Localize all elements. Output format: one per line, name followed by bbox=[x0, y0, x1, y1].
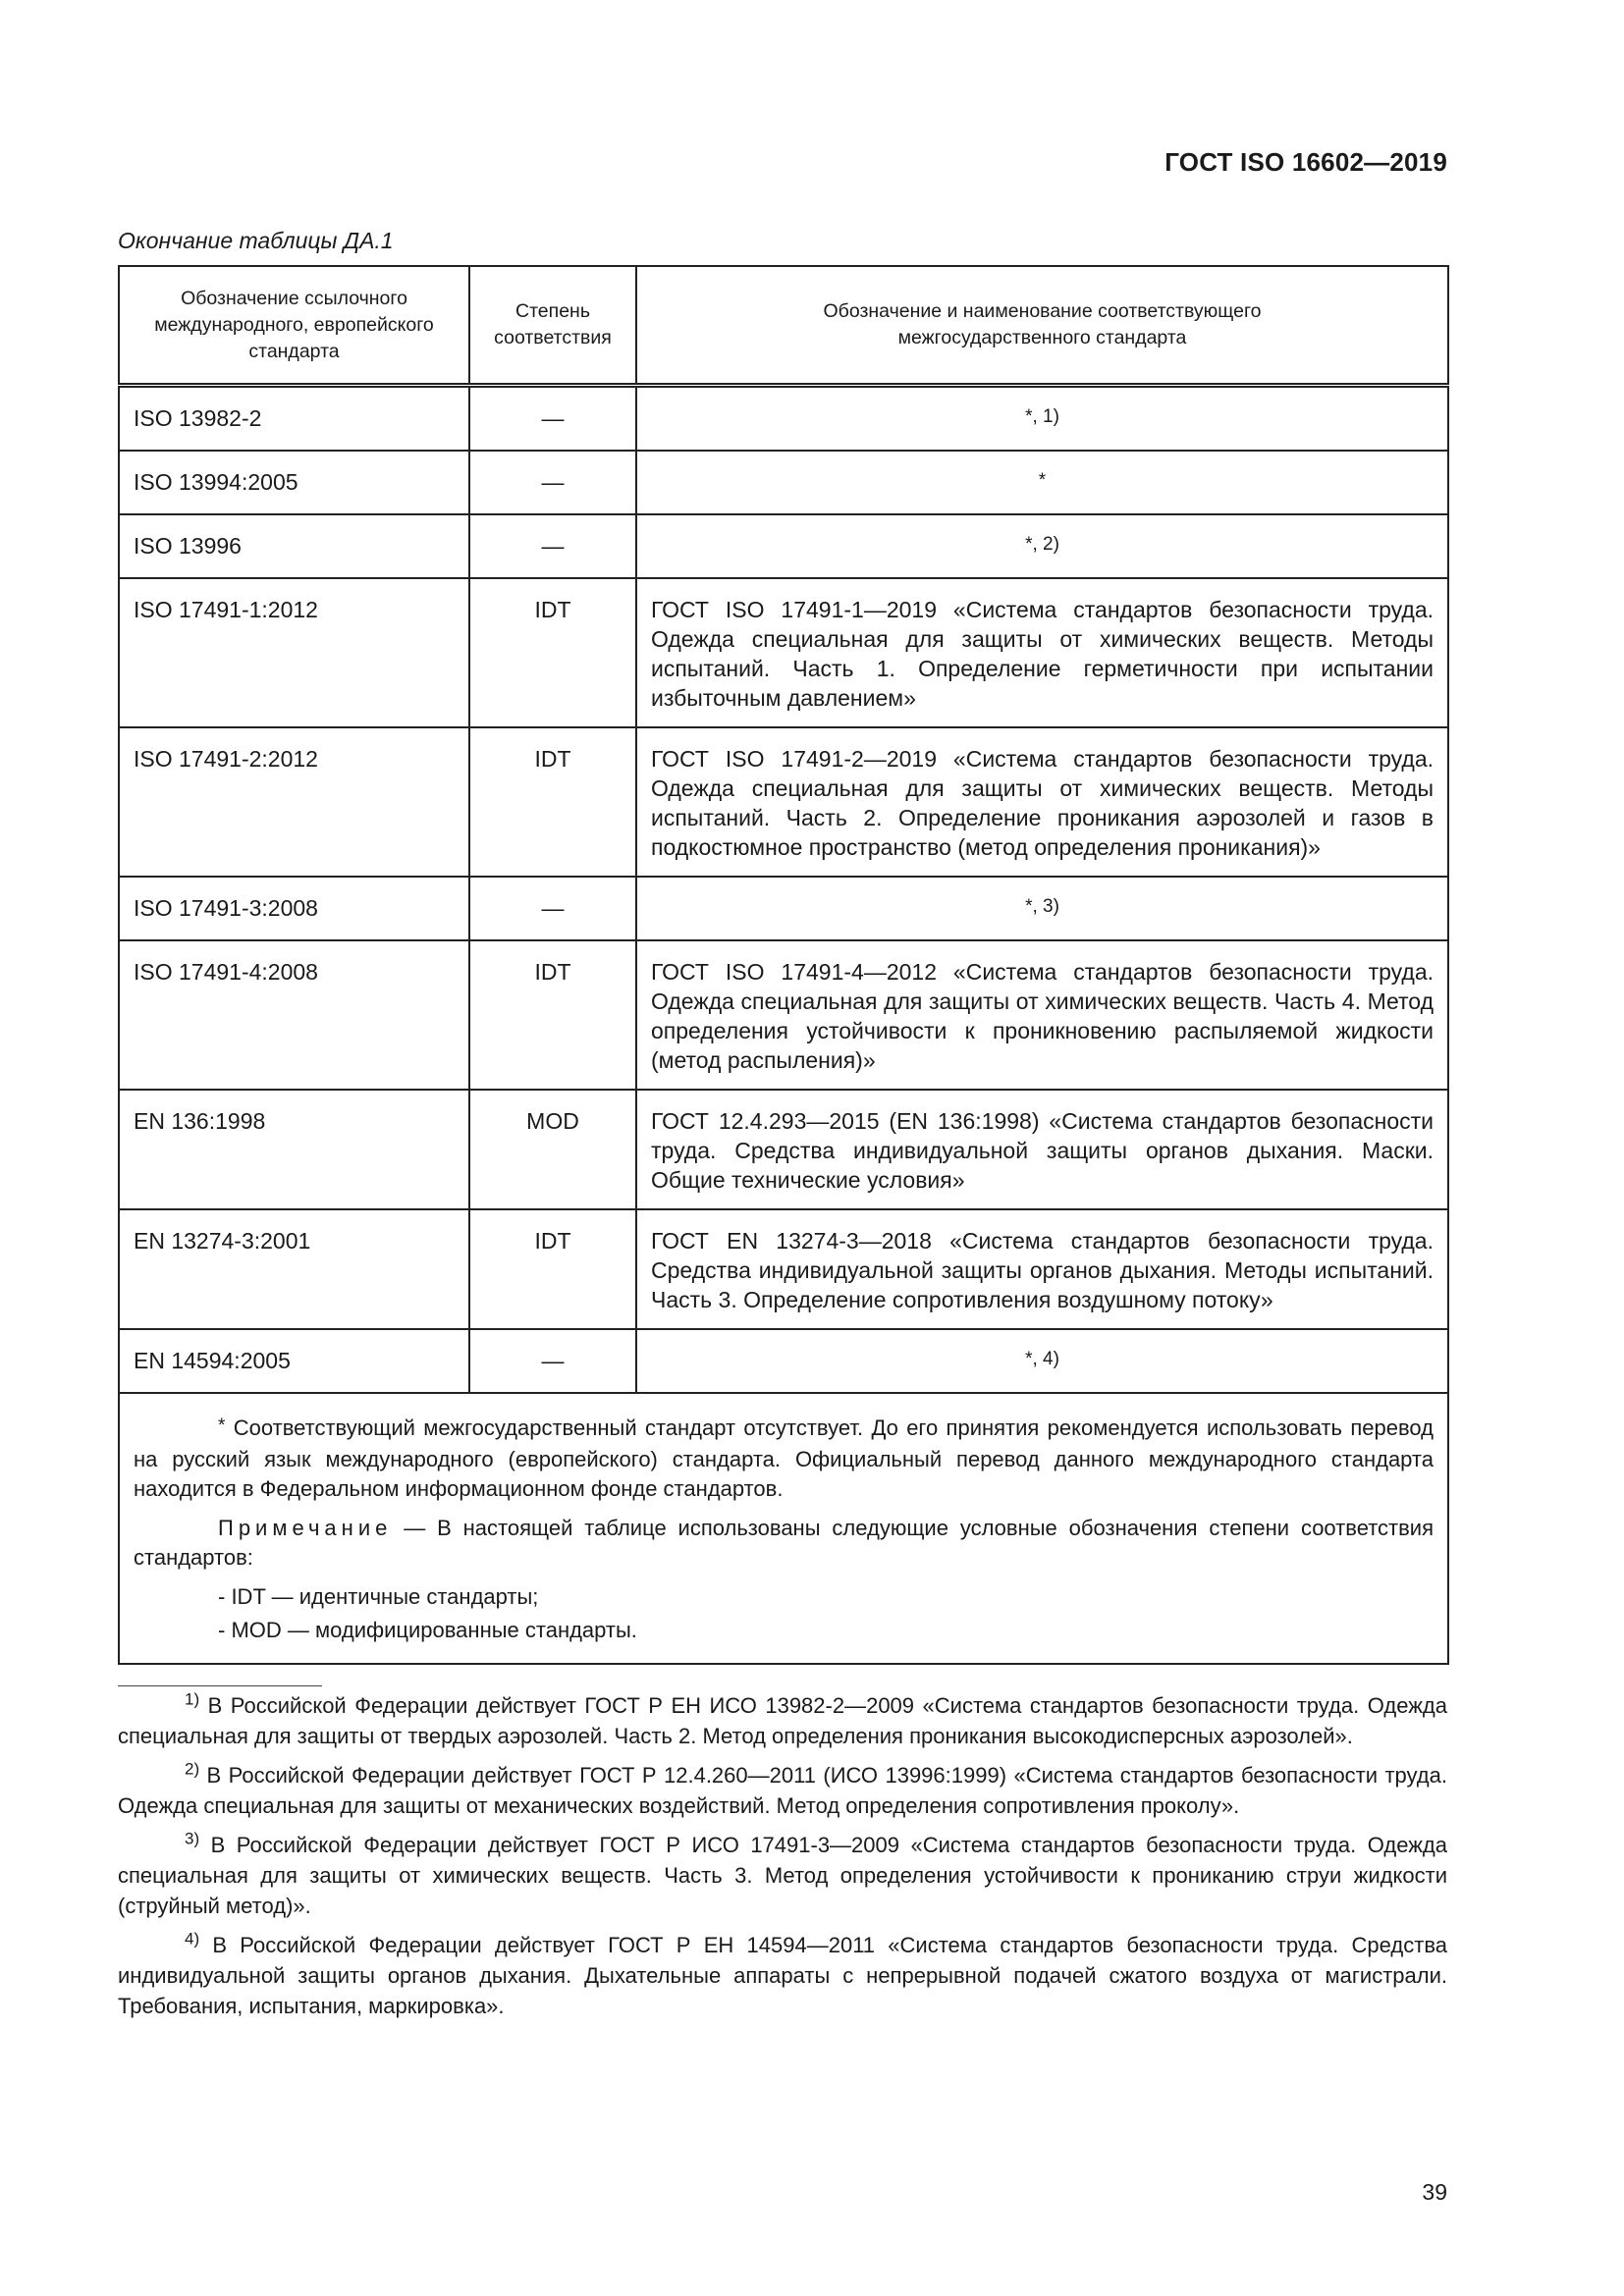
table-row bbox=[119, 386, 1448, 452]
column-header-degree-text: Степень соответствия bbox=[494, 300, 612, 348]
list-item: - MOD — модифицированные стандарты. bbox=[218, 1618, 637, 1642]
cell-interstate bbox=[636, 877, 1448, 940]
footnote-mark: 2) bbox=[185, 1759, 200, 1779]
cell-interstate-title: ГОСТ ISO 17491-1—2019 «Система стандартов безопасности труда. Одежда специальная для защиты от химических веществ. Методы испытаний. Часть 1. Определение герметичности при испытании избыточным давлением» bbox=[636, 578, 1448, 727]
cell-reference-code: ISO 13994:2005 bbox=[119, 451, 469, 514]
table-note bbox=[134, 1514, 1434, 1573]
note-label: Примечание bbox=[218, 1516, 393, 1540]
table-row bbox=[119, 940, 1448, 1090]
column-header-interstate bbox=[636, 266, 1448, 386]
footnote bbox=[118, 1690, 1447, 1751]
footnote-mark: 3) bbox=[185, 1829, 200, 1848]
cell-degree: — bbox=[469, 1329, 636, 1393]
cell-reference-code: ISO 17491-4:2008 bbox=[119, 940, 469, 1090]
cell-interstate-title: ГОСТ ISO 17491-4—2012 «Система стандартов безопасности труда. Одежда специальная для защиты от химических веществ. Часть 4. Метод определения устойчивости к проникновению распыляемой жидкости (метод распыления)» bbox=[636, 940, 1448, 1090]
star-note-text: Соответствующий межгосударственный стандарт отсутствует. До его принятия рекомендуется использовать перевод на русский язык международного (европейского) стандарта. Официальный перевод данного международного стандарта находится в Федеральном информационном фонде стандартов. bbox=[134, 1415, 1434, 1501]
cell-interstate bbox=[636, 514, 1448, 578]
table-row bbox=[119, 1090, 1448, 1209]
cell-interstate-title: ГОСТ ISO 17491-2—2019 «Система стандартов безопасности труда. Одежда специальная для защиты от химических веществ. Методы испытаний. Часть 2. Определение проникания аэрозолей и газов в подкостюмное пространство (метод определения проникания)» bbox=[636, 727, 1448, 877]
column-header-interstate-text: Обозначение и наименование соответствующего межгосударственного стандарта bbox=[823, 300, 1262, 348]
cell-degree: — bbox=[469, 451, 636, 514]
table-row bbox=[119, 514, 1448, 578]
star-footnote-mark: *, 3) bbox=[1025, 896, 1059, 917]
column-header-reference bbox=[119, 266, 469, 386]
table-caption: Окончание таблицы ДА.1 bbox=[118, 228, 394, 253]
cell-degree: IDT bbox=[469, 940, 636, 1090]
star-footnote-mark: *, 4) bbox=[1025, 1349, 1059, 1369]
column-header-reference-text: Обозначение ссылочного международного, европейского стандарта bbox=[154, 287, 434, 362]
cell-interstate-title: ГОСТ 12.4.293—2015 (EN 136:1998) «Система стандартов безопасности труда. Средства индивидуальной защиты органов дыхания. Маски. Общие технические условия» bbox=[636, 1090, 1448, 1209]
note-text: — В настоящей таблице использованы следующие условные обозначения степени соответствия стандартов: bbox=[134, 1516, 1434, 1570]
column-header-degree bbox=[469, 266, 636, 386]
table-row bbox=[119, 578, 1448, 727]
cell-degree: — bbox=[469, 386, 636, 452]
footnote-mark: 1) bbox=[185, 1689, 200, 1709]
cell-degree: — bbox=[469, 514, 636, 578]
document-code: ГОСТ ISO 16602—2019 bbox=[1164, 147, 1447, 177]
footnotes bbox=[118, 1690, 1447, 2030]
footnote bbox=[118, 1760, 1447, 1821]
table-row bbox=[119, 1329, 1448, 1393]
cell-degree: IDT bbox=[469, 727, 636, 877]
footnote-text: В Российской Федерации действует ГОСТ Р 12.4.260—2011 (ИСО 13996:1999) «Система стандартов безопасности труда. Одежда специальная для защиты от механических воздействий. Метод определения сопротивления проколу». bbox=[118, 1763, 1447, 1818]
cell-degree: — bbox=[469, 877, 636, 940]
star-note bbox=[134, 1414, 1434, 1504]
table-row bbox=[119, 1209, 1448, 1329]
cell-reference-code: ISO 17491-1:2012 bbox=[119, 578, 469, 727]
table-row bbox=[119, 877, 1448, 940]
reference-standards-table bbox=[118, 265, 1449, 1665]
degree-legend-list bbox=[134, 1582, 1434, 1645]
footnote-text: В Российской Федерации действует ГОСТ Р ЕН ИСО 13982-2—2009 «Система стандартов безопасности труда. Одежда специальная для защиты от твердых аэрозолей. Часть 2. Метод определения проникания высокодисперсных аэрозолей». bbox=[118, 1693, 1447, 1748]
cell-reference-code: EN 14594:2005 bbox=[119, 1329, 469, 1393]
cell-reference-code: EN 136:1998 bbox=[119, 1090, 469, 1209]
table-row bbox=[119, 451, 1448, 514]
cell-degree: IDT bbox=[469, 1209, 636, 1329]
cell-reference-code: ISO 17491-2:2012 bbox=[119, 727, 469, 877]
star-footnote-mark: * bbox=[1038, 470, 1047, 491]
cell-interstate bbox=[636, 386, 1448, 452]
cell-degree: MOD bbox=[469, 1090, 636, 1209]
table-row bbox=[119, 727, 1448, 877]
cell-interstate-title: ГОСТ EN 13274-3—2018 «Система стандартов безопасности труда. Средства индивидуальной защиты органов дыхания. Методы испытаний. Часть 3. Определение сопротивления воздушному потоку» bbox=[636, 1209, 1448, 1329]
footnote bbox=[118, 1830, 1447, 1921]
page-number: 39 bbox=[1422, 2179, 1447, 2205]
table-footer-row bbox=[119, 1393, 1448, 1664]
footnote-text: В Российской Федерации действует ГОСТ Р ЕН 14594—2011 «Система стандартов безопасности труда. Средства индивидуальной защиты органов дыхания. Дыхательные аппараты с непрерывной подачей сжатого воздуха от магистрали. Требования, испытания, маркировка». bbox=[118, 1933, 1447, 2018]
cell-reference-code: ISO 13982-2 bbox=[119, 386, 469, 452]
star-note-mark: * bbox=[218, 1415, 226, 1436]
footnote-text: В Российской Федерации действует ГОСТ Р ИСО 17491-3—2009 «Система стандартов безопасности труда. Одежда специальная для защиты от химических веществ. Часть 3. Метод определения устойчивости к прониканию струи жидкости (струйный метод)». bbox=[118, 1833, 1447, 1918]
cell-degree: IDT bbox=[469, 578, 636, 727]
cell-reference-code: EN 13274-3:2001 bbox=[119, 1209, 469, 1329]
star-footnote-mark: *, 2) bbox=[1025, 534, 1059, 555]
footnote-mark: 4) bbox=[185, 1929, 200, 1949]
footnote-divider bbox=[118, 1685, 322, 1686]
cell-interstate bbox=[636, 1329, 1448, 1393]
footnote bbox=[118, 1930, 1447, 2021]
table-footer-notes bbox=[119, 1393, 1448, 1664]
list-item: - IDT — идентичные стандарты; bbox=[218, 1584, 539, 1609]
cell-interstate bbox=[636, 451, 1448, 514]
cell-reference-code: ISO 17491-3:2008 bbox=[119, 877, 469, 940]
star-footnote-mark: *, 1) bbox=[1025, 406, 1059, 427]
table-header-row bbox=[119, 266, 1448, 386]
cell-reference-code: ISO 13996 bbox=[119, 514, 469, 578]
